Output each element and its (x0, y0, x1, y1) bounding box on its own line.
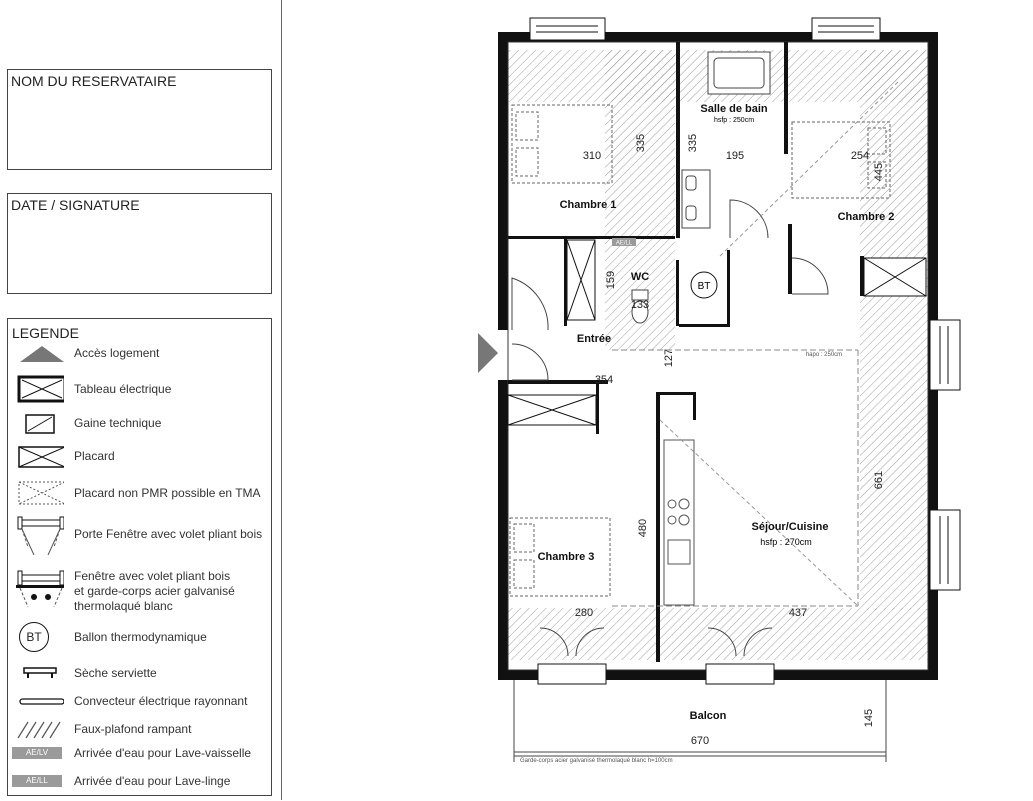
sejour-hsfp: hsfp : 270cm (760, 537, 812, 547)
guardrail-note: Garde-corps acier galvanisé thermolaqué blanc h=100cm (520, 758, 673, 764)
hapo-sejour: hapo : 250cm (805, 352, 843, 358)
ceiling-lines (612, 350, 858, 606)
legend-item (8, 409, 272, 437)
kitchen-counter (664, 440, 694, 605)
dim-335-a: 335 (635, 133, 647, 153)
technical-shaft-icon (14, 409, 64, 437)
legend-item (8, 622, 272, 652)
hatch-icon (14, 718, 64, 746)
legend-label-line: Fenêtre avec volet pliant bois (74, 569, 231, 583)
bt-circle-icon (19, 622, 49, 652)
bt-text: BT (697, 281, 711, 292)
legend-label: Tableau électrique (74, 382, 172, 396)
dim-133: 133 (630, 299, 650, 311)
legend-item (8, 718, 272, 746)
legend-label: Ballon thermodynamique (74, 630, 207, 644)
closet-chambre3 (508, 395, 596, 425)
legend-label: Sèche serviette (74, 666, 157, 680)
legend-item (8, 442, 272, 470)
dim-159: 159 (605, 270, 617, 290)
closet-chambre2 (864, 258, 926, 296)
legend-label: Accès logement (74, 346, 160, 360)
closet-non-pmr-icon (14, 479, 64, 507)
legend-label-line: et garde-corps acier galvanisé (74, 584, 235, 598)
legend-label: Convecteur électrique rayonnant (74, 694, 248, 708)
window-guardrail-icon (14, 569, 64, 615)
legend-label: Arrivée d'eau pour Lave-vaisselle (74, 746, 252, 760)
radiator-icon (14, 690, 64, 718)
legend-item (8, 773, 272, 801)
dim-661: 661 (873, 470, 885, 490)
closet-icon (14, 442, 64, 470)
closet-entree (567, 240, 595, 320)
bathtub (708, 52, 770, 94)
sdb-hsfp: hsfp : 250cm (713, 117, 755, 124)
room-label-sejour: Séjour/Cuisine (751, 521, 829, 533)
room-label-salle-de-bain: Salle de bain (700, 103, 768, 115)
legend-item (8, 745, 272, 773)
legend-label: Arrivée d'eau pour Lave-linge (74, 774, 231, 788)
dim-254: 254 (850, 150, 870, 162)
dim-280: 280 (574, 607, 594, 619)
dim-480: 480 (637, 518, 649, 538)
legend-item (8, 479, 272, 507)
legend-label: Gaine technique (74, 416, 162, 430)
panel-divider (281, 0, 282, 800)
legend-item (8, 375, 272, 403)
room-label-wc: WC (630, 271, 650, 283)
room-label-balcon: Balcon (689, 710, 727, 722)
legend-label: Placard (74, 449, 115, 463)
room-label-entree: Entrée (576, 333, 612, 345)
ae-ll-plan-text: AE/LL (615, 240, 633, 247)
dim-127: 127 (663, 348, 675, 368)
legend-title: LEGENDE (12, 325, 79, 341)
reservataire-title: NOM DU RESERVATAIRE (11, 73, 177, 89)
legend-label-line: thermolaqué blanc (74, 599, 173, 613)
french-window-icon (14, 515, 64, 559)
dim-195: 195 (725, 150, 745, 162)
access-arrow-icon (478, 333, 498, 373)
towel-dryer-icon (14, 662, 64, 690)
dim-445: 445 (873, 162, 885, 182)
room-label-chambre3: Chambre 3 (537, 551, 595, 563)
legend-label: Placard non PMR possible en TMA (74, 486, 261, 500)
dim-437: 437 (788, 607, 808, 619)
electrical-panel-icon (14, 375, 64, 403)
ae-ll-badge (12, 775, 62, 787)
legend-box (7, 318, 272, 796)
ae-lv-badge (12, 747, 62, 759)
legend-item (8, 515, 272, 559)
floor-plan (470, 0, 970, 800)
sloped-ceiling-zones (508, 50, 930, 660)
legend-label: Porte Fenêtre avec volet pliant bois (74, 527, 263, 541)
legend-item (8, 569, 272, 615)
room-label-chambre1: Chambre 1 (559, 199, 617, 211)
bt-symbol-text: BT (26, 630, 42, 644)
sinks (682, 170, 710, 228)
reservataire-box[interactable] (7, 69, 272, 170)
signature-box[interactable] (7, 193, 272, 294)
dim-335-b: 335 (687, 133, 699, 153)
legend-item (8, 662, 272, 690)
bed-chambre1 (512, 105, 612, 183)
ae-ll-badge-text: AE/LL (26, 776, 48, 785)
ae-lv-badge-text: AE/LV (25, 748, 49, 757)
dim-145: 145 (863, 708, 875, 728)
room-label-chambre2: Chambre 2 (837, 211, 895, 223)
legend-item (8, 341, 272, 369)
dim-354: 354 (594, 374, 614, 386)
legend-label: Faux-plafond rampant (74, 722, 192, 736)
dim-670: 670 (690, 735, 710, 747)
access-triangle-icon (14, 341, 64, 369)
signature-title: DATE / SIGNATURE (11, 197, 140, 213)
legend-item (8, 690, 272, 718)
dim-310: 310 (582, 150, 602, 162)
